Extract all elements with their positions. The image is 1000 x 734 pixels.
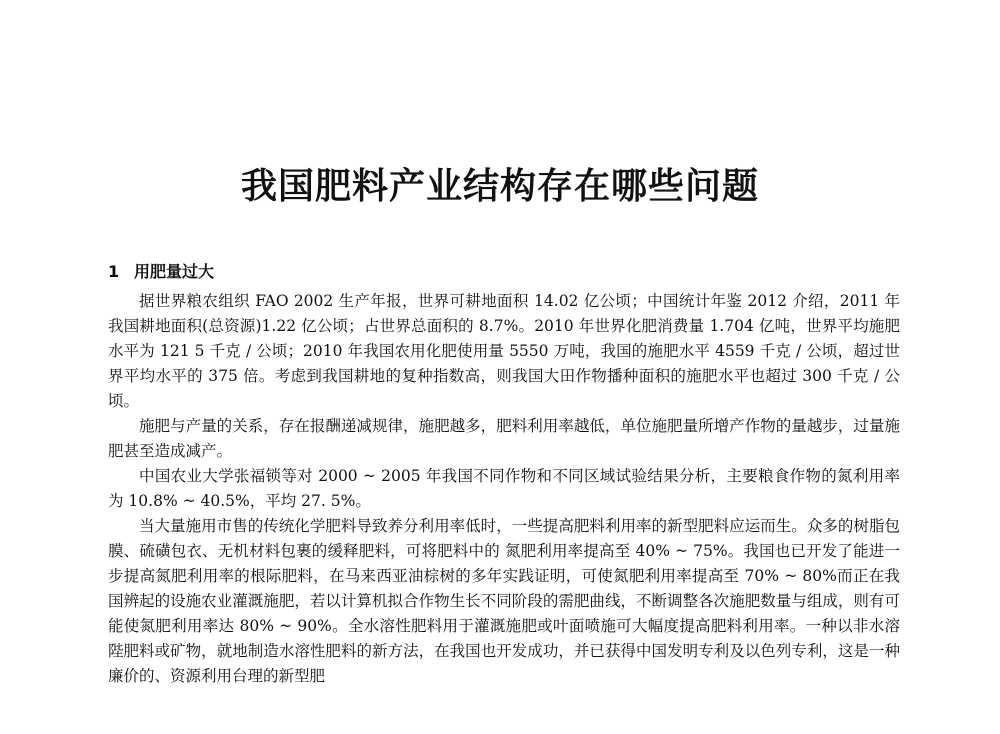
paragraph: 据世界粮农组织 FAO 2002 生产年报，世界可耕地面积 14.02 亿公顷；中国统计年鉴 2012 介绍，2011 年我国耕地面积(总资源)1.22 亿公顷；占世界总面积的 8.7%。2010 年世界化肥消费量 1.704 亿吨，世界平均施肥水平为 121 5 千克 / 公顷；2010 年我国农用化肥使用量 5550 万吨，我国的施肥水平 4559 千克 / 公顷，超过世界平均水平的 375 倍。考虑到我国耕地的复种指数高，则我国大田作物播种面积的施肥水平也超过 300 千克 / 公顷。 [108,292,900,410]
document-title: 我国肥料产业结构存在哪些问题 [240,166,759,207]
section-number: 1 [108,262,120,281]
paragraph: 中国农业大学张福锁等对 2000 ~ 2005 年我国不同作物和不同区域试验结果分析，主要粮食作物的氮利用率为 10.8% ~ 40.5%，平均 27. 5%。 [108,467,900,510]
paragraph: 施肥与产量的关系，存在报酬递减规律，施肥越多，肥料利用率越低，单位施肥量所增产作物的量越步，过量施肥甚至造成减产。 [108,417,900,460]
paragraph: 当大量施用市售的传统化学肥料导致养分利用率低时，一些提高肥料利用率的新型肥料应运而生。众多的树脂包膜、硫磺包衣、无机材料包裹的缓释肥料，可将肥料中的 氮肥利用率提高至 40% ~ 75%。我国也已开发了能进一步提高氮肥利用率的根际肥料，在马来西亚油棕树的多年实践证明，可使氮肥利用率提高至 70% ~ 80%而正在我国辨起的设施农业灌溉施肥，若以计算机拟合作物生长不同阶段的需肥曲线，不断调整各次施肥数量与组成，则有可能使氮肥利用率达 80% ~ 90%。全水溶性肥料用于灌溉施肥或叶面喷施可大幅度提高肥料利用率。一种以非水溶陛肥料或矿物，就地制造水溶性肥料的新方法，在我国也开发成功，并已获得中国发明专利及以色列专利，这是一种廉价的、资源利用台理的新型肥 [108,517,900,685]
section-heading-text: 用肥量过大 [134,262,215,281]
body-text [108,289,900,689]
section-heading [108,262,214,282]
